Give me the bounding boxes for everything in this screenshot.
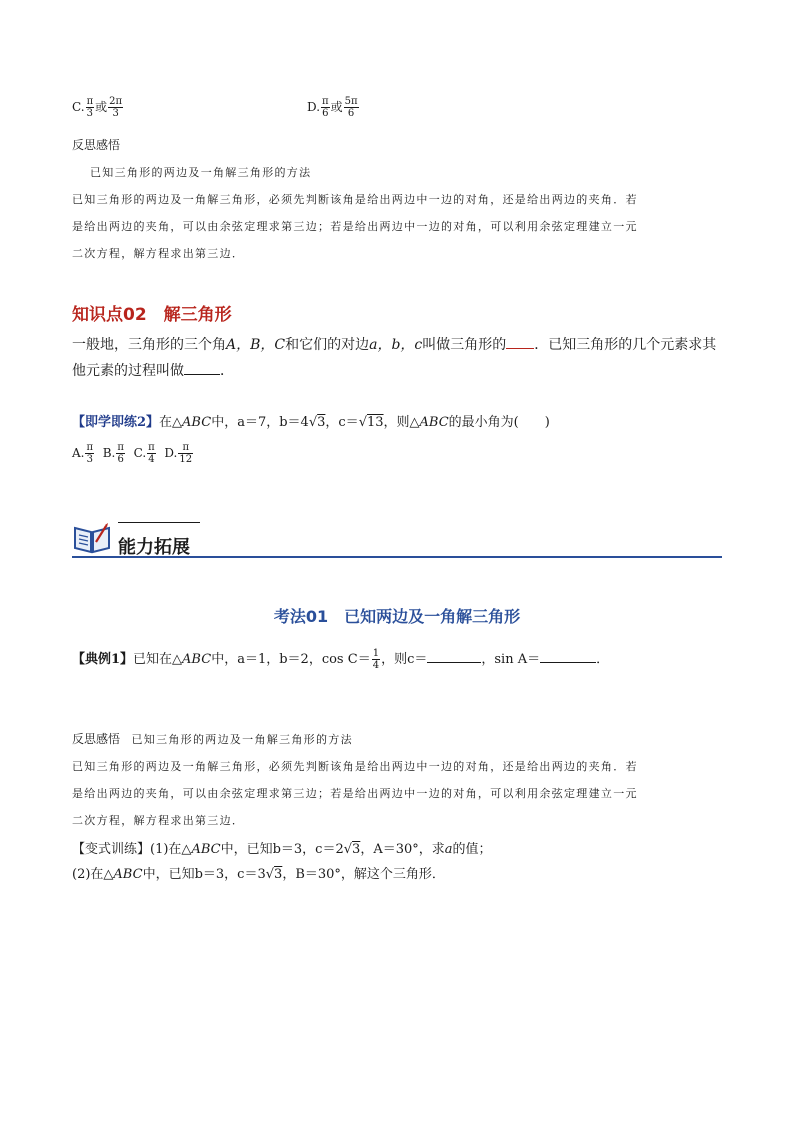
reflection-2-header: 反思感悟 已知三角形的两边及一角解三角形的方法: [72, 732, 353, 746]
variant-tag: 【变式训练】: [72, 842, 151, 857]
answer-blank: [540, 650, 596, 663]
reflection-body-line: 已知三角形的两边及一角解三角形，必须先判断该角是给出两边中一边的对角，还是给出两边的夹角．若: [72, 760, 638, 773]
fraction: $\frac{\pi}{6}$: [117, 442, 124, 465]
variant-part-1: 【变式训练】(1)在△ABC中，已知b＝3，c＝2√3，A＝30°，求a的值；: [72, 842, 492, 857]
reflection-body-line: 已知三角形的两边及一角解三角形，必须先判断该角是给出两边中一边的对角，还是给出两边的夹角．若: [72, 193, 638, 206]
answer-blank: [506, 336, 534, 349]
section-banner-title: 能力拓展: [118, 537, 190, 558]
practice-tag: 【即学即练2】: [72, 415, 160, 430]
practice-options: A. $\frac{\pi}{3}$ B. $\frac{\pi}{6}$ C. $\frac{\pi}{4}$ D. $\frac{\pi}{12}$: [72, 442, 193, 465]
fraction: $\frac{\pi}{12}$: [179, 442, 193, 465]
reflection-body-line: 是给出两边的夹角，可以由余弦定理求第三边；若是给出两边中一边的对角，可以利用余弦定理建立一元: [72, 220, 638, 233]
knowledge-line-2: 他元素的过程叫做 ．: [72, 363, 234, 379]
answer-blank: [427, 650, 481, 663]
reflection-body-line: 是给出两边的夹角，可以由余弦定理求第三边；若是给出两边中一边的对角，可以利用余弦定理建立一元: [72, 787, 638, 800]
reflection-body-line: 二次方程，解方程求出第三边．: [72, 814, 245, 827]
fraction: $\frac{\pi}{3}$: [86, 442, 94, 465]
variant-part-2: (2)在△ABC中，已知b＝3，c＝3√3，B＝30°，解这个三角形．: [72, 867, 445, 882]
knowledge-heading: 知识点02 解三角形: [72, 305, 232, 325]
method-title: 考法01 已知两边及一角解三角形: [273, 607, 521, 626]
reflection-body-line: 二次方程，解方程求出第三边．: [72, 247, 245, 260]
answer-blank: [184, 362, 220, 375]
book-icon: [72, 520, 112, 556]
knowledge-line-1: 一般地，三角形的三个角A，B，C和它们的对边a，b，c叫做三角形的 ．已知三角形的几个元素求其: [72, 337, 717, 353]
fraction: $\frac{2\pi}{3}$: [109, 96, 123, 119]
section-divider: [72, 556, 722, 558]
banner-rule: [118, 522, 200, 523]
example-tag: 【典例1】: [72, 652, 134, 667]
option-c: C. $\frac{\pi}{3}$ 或 $\frac{2\pi}{3}$: [72, 96, 123, 119]
fraction: $\frac{1}{4}$: [372, 648, 380, 671]
fraction: $\frac{\pi}{4}$: [148, 442, 155, 465]
fraction: $\frac{\pi}{3}$: [86, 96, 94, 119]
reflection-title: 反思感悟: [72, 138, 121, 152]
fraction: $\frac{\pi}{6}$: [322, 96, 329, 119]
practice-question: 【即学即练2】在△ABC中，a＝7，b＝4√3，c＝√13，则△ABC的最小角为( ): [72, 415, 550, 430]
fraction: $\frac{5\pi}{6}$: [344, 96, 358, 119]
example-question: 【典例1】已知在△ABC中，a＝1，b＝2，cos C＝ $\frac{1}{4}$ ，则c＝ ，sin A＝ ．: [72, 648, 610, 671]
reflection-subtitle: 已知三角形的两边及一角解三角形的方法: [90, 166, 312, 179]
option-d: D. $\frac{\pi}{6}$ 或 $\frac{5\pi}{6}$: [307, 96, 358, 119]
